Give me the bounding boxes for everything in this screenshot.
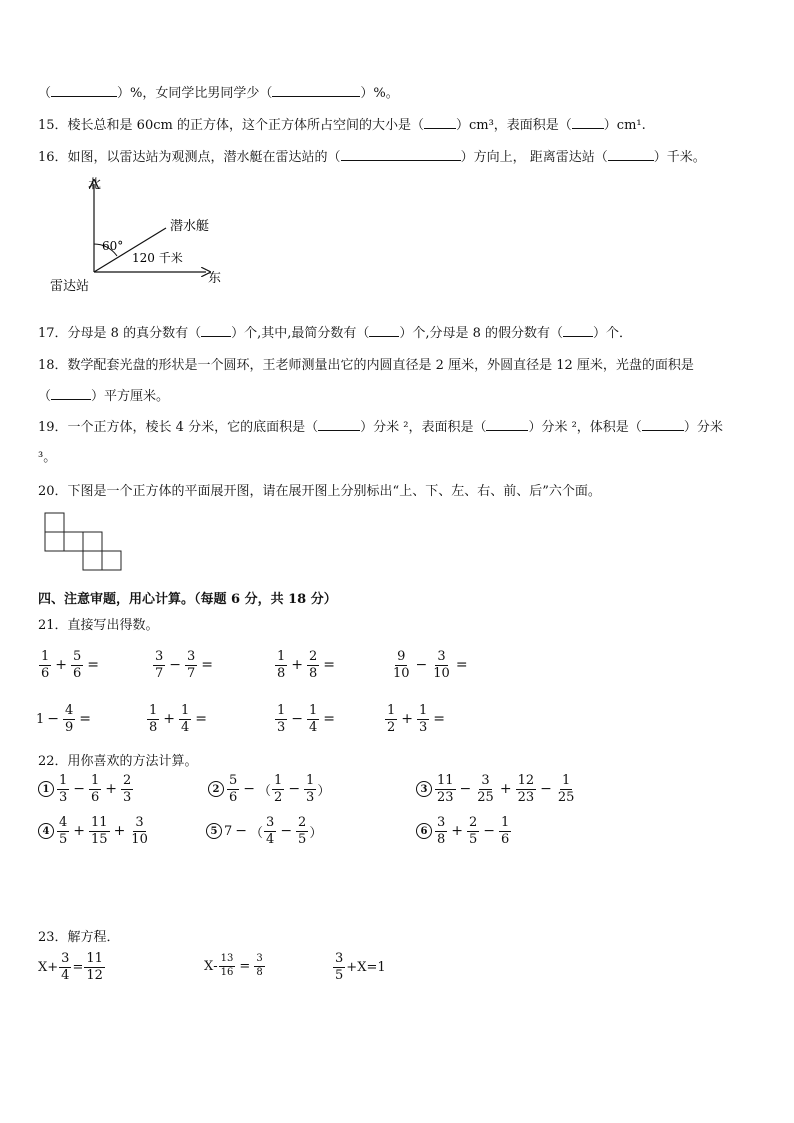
math-token: 4 [65,703,74,718]
section-4-title: 四、注意审题，用心计算。（每题 6 分，共 18 分） [38,592,337,607]
distance-label: 120 千米 [132,251,183,265]
math-token: 21． [38,618,68,633]
answer-blank[interactable] [486,418,528,431]
question-19 [38,416,723,435]
math-token: %，女同学比男同学少（ [130,86,273,101]
math-token: − [243,781,256,798]
math-token: 1 [277,649,286,664]
math-token: （ [38,389,52,404]
math-token: ）cm³，表面积是（ [455,118,572,133]
mental-math-6 [146,704,210,734]
answer-blank[interactable] [608,148,654,161]
question-23 [38,926,120,945]
math-token: 棱长总和是 60cm 的正方体，这个正方体所占空间的大小是（ [67,118,424,133]
math-token: ）cm¹. [603,118,646,133]
math-token: = [455,657,468,674]
math-token: 4 [309,719,318,735]
math-token: 23 [437,789,454,805]
math-token: 1 [91,773,100,788]
math-token: − [47,711,60,728]
equation-2: X - $\frac{13}{16}$ = $\frac{3}{8}$ [204,953,263,978]
math-token: ） [317,783,331,799]
math-token: 3 [59,789,68,805]
calc-6 [416,816,512,846]
math-token: = [433,711,446,728]
math-token: 10 [393,665,410,681]
cube-net-diagram [44,512,130,576]
math-token: %。 [373,86,399,101]
math-token: 23 [517,789,535,805]
math-token: 1 [377,959,386,975]
math-token: ）个,分母是 8 的假分数有（ [399,326,564,341]
math-token: 2 [387,719,396,735]
math-token: 12 [517,773,535,788]
math-token: 7 [155,665,164,681]
math-token: （ [250,825,264,841]
math-token: 3 [306,789,315,805]
answer-blank[interactable] [424,116,456,129]
answer-blank[interactable] [369,324,399,337]
math-token: 1 [501,815,510,830]
math-token: 6 [501,831,510,847]
math-token: X [38,959,48,975]
math-token: 16． [38,150,68,165]
submarine-label: 潜水艇 [170,219,210,234]
math-token: 5 [206,823,222,839]
answer-blank[interactable] [272,84,360,97]
mental-math-1 [38,650,102,680]
math-token: ）分米 ²，表面积是（ [360,420,487,435]
math-token: 15 [91,831,108,847]
math-token: （ [258,783,272,799]
answer-blank[interactable] [642,418,684,431]
math-token: 5 [335,967,344,983]
math-token: 3 [277,719,286,735]
question-21 [38,614,159,633]
question-19-line2 [38,446,56,465]
math-token: + [499,781,512,798]
math-token: − [483,823,496,840]
math-token: 12 [86,967,103,983]
math-token: 6 [229,789,238,805]
question-17 [38,322,632,341]
math-token: 8 [149,719,158,735]
math-token: 2 [274,789,283,805]
calc-2 [208,774,330,804]
math-token: − [288,781,301,798]
math-token: 17． [38,326,68,341]
math-token: 3 [419,719,428,735]
math-token: 5 [59,831,68,847]
math-token: 22． [38,754,68,769]
math-token: ） [309,825,323,841]
math-token: ）个． [593,326,633,341]
math-token: + [47,959,59,975]
math-token: 3 [437,815,446,830]
math-token: ）分米 [683,420,723,435]
calc-3 [416,774,577,804]
math-token: 5 [298,831,307,847]
north-label: 北 [88,177,102,192]
math-token: 分母是 8 的真分数有（ [67,326,202,341]
math-token: 9 [397,649,406,664]
math-token: 4 [266,831,275,847]
math-token: 1 [309,703,318,718]
math-token: 数学配套光盘的形状是一个圆环，王老师测量出它的内圆直径是 2 厘米，外圆直径是 12 厘米，光盘的面积是 [67,358,694,373]
math-token: 7 [224,823,233,839]
answer-blank[interactable] [51,84,117,97]
calc-1 [38,774,134,804]
math-token: 3 [187,649,196,664]
math-token: + [346,959,358,975]
math-token: 23． [38,930,68,945]
math-token: 8 [309,665,318,681]
math-token: = [239,958,251,974]
math-token: 7 [187,665,196,681]
math-token: ）平方厘米。 [91,389,170,404]
math-token: 4 [61,967,70,983]
math-token: − [459,781,472,798]
math-token: = [323,657,336,674]
math-token: 3 [254,954,264,967]
math-token: 3 [437,649,446,664]
math-token: + [451,823,464,840]
math-token: = [195,711,208,728]
math-token: 如图，以雷达站为观测点，潜水艇在雷达站的（ [67,150,341,165]
math-token: + [105,781,118,798]
answer-blank[interactable] [341,148,461,161]
calc-5 [206,816,322,846]
math-token: 25 [557,789,575,805]
math-token: − [415,657,428,674]
math-token: 1 [36,711,45,727]
answer-blank[interactable] [51,387,91,400]
math-token: 3 [481,773,490,788]
math-token: 18． [38,358,68,373]
math-token: ）分米 ²，体积是（ [528,420,642,435]
math-token: 2 [208,781,224,797]
math-token: 6 [91,789,100,805]
math-token: 15． [38,118,68,133]
math-token: 3 [266,815,275,830]
mental-math-2 [152,650,216,680]
math-token: 3 [123,789,132,805]
math-token: 3 [61,951,70,966]
math-token: 4 [181,719,190,735]
answer-blank[interactable] [201,324,231,337]
math-token: + [401,711,414,728]
math-token: 1 [41,649,50,664]
math-token: 用你喜欢的方法计算。 [67,754,198,769]
station-label: 雷达站 [50,279,90,294]
math-token: 8 [256,966,263,978]
math-token: = [366,959,378,975]
math-token: 3 [335,951,344,966]
math-token: 16 [220,966,234,978]
math-token: + [73,823,86,840]
math-token: 1 [387,703,396,718]
math-token: 解方程． [67,930,120,945]
math-token: = [72,959,84,975]
answer-blank[interactable] [318,418,360,431]
angle-label: 60° [102,239,124,253]
math-token: − [291,711,304,728]
math-token: 1 [277,703,286,718]
math-token: = [79,711,92,728]
question-16 [38,146,706,165]
mental-math-4 [390,650,471,680]
math-token: 下图是一个正方体的平面展开图，请在展开图上分别标出“上、下、左、右、前、后”六个面。 [67,484,601,499]
math-token: 2 [309,649,318,664]
math-token: 一个正方体，棱长 4 分米，它的底面积是（ [67,420,319,435]
math-token: ）方向上， 距离雷达站（ [460,150,608,165]
math-token: 6 [41,665,50,681]
math-token: X [357,959,367,975]
math-token: + [113,823,126,840]
q14-tail-line: （ ）%，女同学比男同学少（ ）%。 [38,86,399,101]
math-token: ）个,其中,最简分数有（ [231,326,370,341]
calc-4 [38,816,151,846]
equation-3 [332,952,386,982]
math-token: 1 [274,773,283,788]
math-token: 11 [86,951,103,966]
math-token: 直接写出得数。 [67,618,159,633]
math-token: 9 [65,719,74,735]
math-token: = [201,657,214,674]
mental-math-8 [384,704,448,734]
question-22 [38,750,198,769]
question-15 [38,114,646,133]
math-token: 4 [59,815,68,830]
math-token: 6 [73,665,82,681]
east-label: 东 [208,271,222,286]
math-token: 3 [155,649,164,664]
math-token: − [169,657,182,674]
math-token: − [540,781,552,798]
math-token: 2 [298,815,307,830]
math-token: − [235,823,248,840]
math-token: 1 [149,703,158,718]
math-token: = [87,657,100,674]
mental-math-7 [274,704,338,734]
math-token: 1 [306,773,315,788]
math-token: 11 [437,773,454,788]
math-token: 19． [38,420,68,435]
mental-math-5 [36,704,94,734]
math-token: 5 [229,773,238,788]
math-token: 10 [131,831,148,847]
question-18-line2 [38,385,169,404]
math-token: − [73,781,86,798]
math-token: 1 [181,703,190,718]
math-token: 5 [73,649,82,664]
math-token: ³。 [38,450,57,465]
math-token: 8 [437,831,446,847]
math-token: + [55,657,68,674]
math-token: 6 [416,823,432,839]
math-token: 5 [469,831,478,847]
question-18 [38,354,694,373]
math-token: 8 [277,665,286,681]
math-token: 11 [91,815,108,830]
math-token: 25 [477,789,494,805]
math-token: 20． [38,484,68,499]
answer-blank[interactable] [563,324,593,337]
math-token: 1 [561,773,571,788]
math-token: 3 [135,815,144,830]
math-token: 1 [38,781,54,797]
math-token: 1 [59,773,68,788]
math-token: = [323,711,336,728]
math-token: + [291,657,304,674]
answer-blank[interactable] [572,116,604,129]
math-token: 10 [433,665,450,681]
math-token: 1 [419,703,428,718]
math-token: 2 [469,815,478,830]
math-token: 3 [416,781,432,797]
mental-math-3 [274,650,338,680]
math-token: 2 [123,773,132,788]
math-token: ）千米。 [653,150,706,165]
math-token: + [163,711,176,728]
math-token: 4 [38,823,54,839]
math-token: 13 [219,954,236,967]
math-token: − [280,823,293,840]
radar-diagram [46,172,236,297]
question-20 [38,480,601,499]
equation-1 [38,952,106,982]
math-token: X [204,958,214,974]
